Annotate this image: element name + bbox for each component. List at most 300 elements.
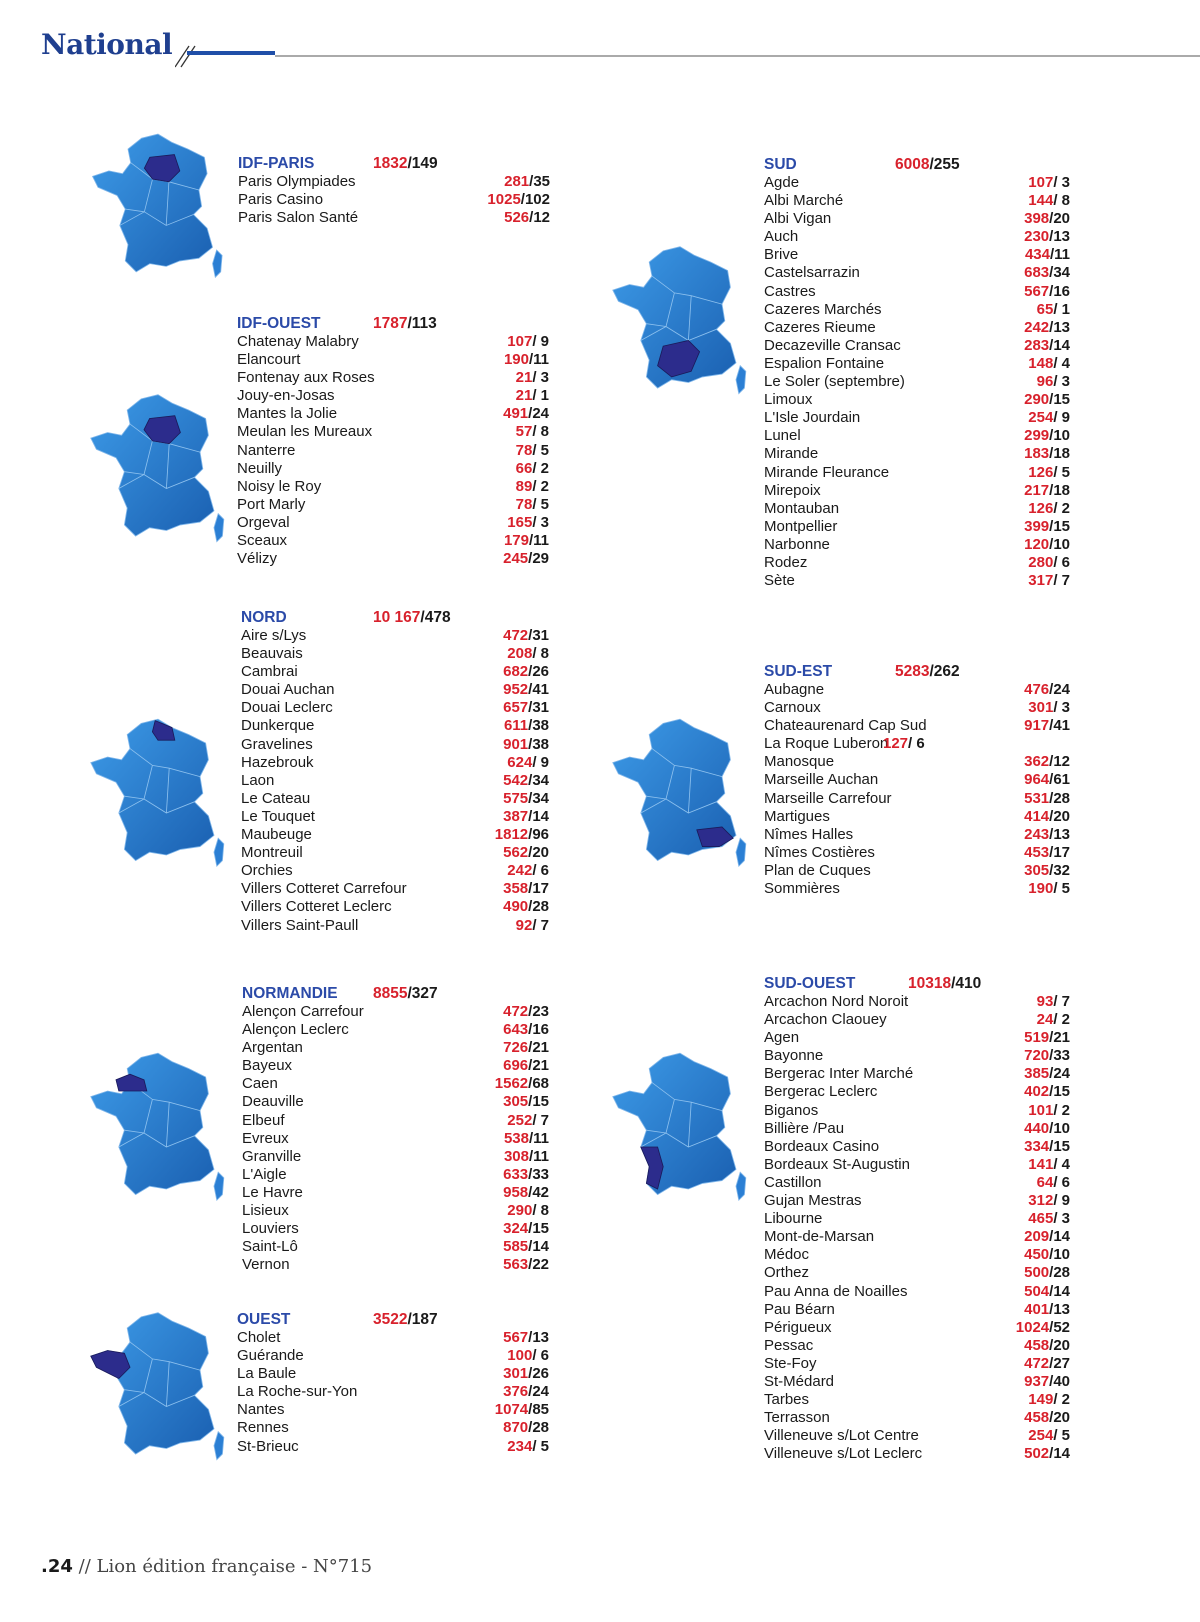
city-name: Vernon [242,1256,290,1274]
value-members: 15 [1053,517,1070,535]
region-name: OUEST [237,1311,291,1328]
value-clubs: 120 [1024,535,1050,553]
city-name: Castelsarrazin [764,264,860,282]
value-slash: / [528,1075,533,1093]
value-clubs: 567 [503,1329,529,1346]
city-name: Nîmes Costières [764,843,875,861]
value-members: 96 [532,826,549,844]
value-slash: / [528,699,533,717]
value-clubs: 301 [1028,699,1054,717]
value-slash: / [528,1147,534,1165]
value-members: 15 [1053,1137,1070,1155]
value-members: 11 [533,1129,549,1147]
row-value [507,514,549,531]
city-name: Maubeuge [241,826,312,844]
total-members: 255 [933,156,960,173]
city-name: Meulan les Mureaux [237,423,373,441]
city-name: Marseille Auchan [764,771,879,789]
value-slash: / [528,663,533,681]
value-clubs: 458 [1024,1409,1050,1427]
value-members: 2 [536,459,549,477]
value-members: 2 [1057,499,1070,517]
row-value [1028,1427,1070,1444]
value-members: 20 [1053,1409,1070,1427]
city-name: Nanterre [237,441,296,459]
value-clubs: 126 [1028,499,1054,517]
row-value [1024,1047,1070,1064]
region-header [242,985,438,1003]
row-value [1024,862,1070,879]
value-members: 17 [1053,843,1070,861]
value-slash: / [528,844,533,862]
value-clubs: 870 [503,1419,529,1437]
value-clubs: 190 [1028,880,1054,898]
row-value [504,1148,549,1165]
row-value [1037,373,1070,390]
value-members: 21 [532,1039,549,1057]
value-members: 3 [1057,373,1070,391]
row-value [1024,771,1070,788]
city-name: Argentan [242,1039,303,1057]
value-clubs: 465 [1028,1210,1054,1228]
region-header [241,609,451,627]
value-clubs: 624 [507,753,533,771]
city-name: Fontenay aux Roses [237,369,375,387]
value-members: 68 [532,1075,549,1093]
value-slash: / [528,735,533,753]
value-members: 20 [1053,807,1070,825]
city-name: La Baule [237,1365,297,1383]
value-clubs: 1025 [487,191,521,209]
city-name: Paris Olympiades [238,173,356,190]
value-clubs: 141 [1028,1155,1054,1173]
value-members: 14 [532,1238,549,1256]
region-name: IDF-OUEST [237,315,321,332]
row-value [503,1365,549,1382]
value-clubs: 334 [1024,1137,1050,1155]
value-members: 28 [532,1419,549,1437]
value-members: 7 [536,916,549,934]
region-name: SUD [764,156,797,173]
value-members: 14 [1053,1445,1070,1463]
value-clubs: 64 [1036,1173,1054,1191]
row-value [1037,301,1070,318]
city-name: Castillon [764,1173,822,1191]
row-value [516,496,549,513]
value-clubs: 149 [1028,1391,1054,1409]
value-clubs: 500 [1024,1264,1050,1282]
region-header [237,1311,438,1329]
row-value [1024,482,1070,499]
row-value [1028,409,1070,426]
value-members: 33 [532,1165,549,1183]
region-name: NORD [241,609,287,626]
row-value [507,862,549,879]
total-clubs: 8855 [373,985,408,1002]
row-value [1024,536,1070,553]
value-slash: / [1049,1119,1054,1137]
row-value [503,1003,549,1020]
row-value [1037,993,1070,1010]
row-value [503,808,549,825]
value-slash: / [1049,1372,1054,1390]
row-value [1024,427,1070,444]
value-members: 3 [536,369,549,387]
row-value [507,754,549,771]
value-clubs: 1074 [494,1401,529,1419]
value-clubs: 519 [1024,1029,1050,1047]
city-name: Alençon Leclerc [242,1021,349,1039]
row-value [503,1329,549,1346]
value-clubs: 243 [1024,825,1050,843]
value-members: 6 [912,735,925,753]
city-name: Cambrai [241,663,298,681]
value-clubs: 683 [1024,264,1050,282]
row-value [503,1166,549,1183]
region-total [895,663,960,681]
city-name: Mantes la Jolie [237,405,338,423]
value-slash: / [528,1021,533,1039]
value-members: 13 [1053,228,1070,246]
city-name: Villers Cotteret Leclerc [241,898,392,916]
city-name: Auch [764,228,799,246]
value-clubs: 434 [1024,246,1050,264]
city-name: Albi Marché [764,192,844,210]
france-map-idf-ouest [88,390,228,545]
total-clubs: 3522 [373,1311,408,1328]
value-slash: / [1049,445,1054,463]
value-members: 20 [1053,210,1070,228]
city-name: Albi Vigan [764,210,832,228]
city-name: Cazeres Marchés [764,300,882,318]
value-members: 20 [532,844,549,862]
value-slash: / [528,1183,533,1201]
value-clubs: 252 [507,1111,533,1129]
row-value [503,898,549,915]
value-slash: / [528,1329,533,1346]
row-value [1024,1264,1070,1281]
value-members: 102 [524,191,550,209]
value-slash: / [1049,825,1054,843]
city-name: Marseille Carrefour [764,789,892,807]
value-members: 22 [532,1256,549,1274]
city-name: Noisy le Roy [237,477,322,495]
value-slash: / [1049,807,1054,825]
city-name: Elancourt [237,351,301,369]
total-slash: / [420,609,425,626]
value-clubs: 1562 [494,1075,529,1093]
value-members: 34 [532,789,549,807]
city-name: Bayeux [242,1057,293,1075]
value-slash: / [1049,1246,1054,1264]
value-slash: / [1049,717,1054,735]
city-name: Caen [242,1075,278,1093]
city-name: Mont-de-Marsan [764,1228,875,1246]
total-members: 410 [955,975,982,992]
value-members: 11 [533,351,549,369]
value-slash: / [1049,789,1054,807]
value-clubs: 398 [1024,210,1050,228]
row-value [1024,1029,1070,1046]
row-value [1028,1391,1070,1408]
value-slash: / [1049,1409,1054,1427]
value-members: 1 [1057,300,1070,318]
value-slash: / [528,405,533,423]
row-value [1024,790,1070,807]
city-name: Castres [764,282,816,300]
value-members: 28 [1053,1264,1070,1282]
value-members: 14 [1053,1228,1070,1246]
city-name: Cholet [237,1329,281,1346]
value-clubs: 401 [1024,1300,1050,1318]
value-clubs: 1812 [494,826,529,844]
value-members: 14 [1053,1282,1070,1300]
value-members: 15 [1053,1083,1070,1101]
region-header [238,155,438,173]
value-slash: / [532,423,537,441]
value-slash: / [532,495,537,513]
value-slash: / [1053,1173,1058,1191]
row-value [1037,1011,1070,1028]
value-members: 3 [1057,699,1070,717]
value-slash: / [1049,753,1054,771]
value-clubs: 472 [503,1003,529,1020]
value-members: 3 [1057,174,1070,191]
city-name: Sceaux [237,532,288,550]
value-clubs: 148 [1028,354,1054,372]
value-members: 85 [532,1401,549,1419]
city-name: Biganos [764,1101,819,1119]
france-map-idf-paris [88,130,228,280]
value-slash: / [1049,1228,1054,1246]
city-name: Bayonne [764,1047,824,1065]
value-members: 41 [1053,717,1070,735]
row-value [503,772,549,789]
value-members: 2 [536,477,549,495]
city-name: Nîmes Halles [764,825,854,843]
value-members: 26 [532,663,549,681]
value-clubs: 958 [503,1183,529,1201]
value-clubs: 720 [1024,1047,1050,1065]
row-value [507,645,549,662]
value-members: 20 [1053,1336,1070,1354]
city-name: Guérande [237,1347,304,1365]
value-members: 14 [532,807,549,825]
row-value [516,478,549,495]
value-members: 10 [1053,1119,1070,1137]
row-value [495,1401,549,1418]
value-clubs: 376 [503,1383,529,1401]
value-members: 13 [1053,825,1070,843]
city-name: Brive [764,246,799,264]
value-slash: / [1053,192,1058,210]
value-members: 40 [1053,1372,1070,1390]
value-slash: / [532,369,537,387]
row-value [1024,1409,1070,1426]
value-slash: / [528,898,533,916]
value-clubs: 93 [1036,993,1054,1010]
row-value [503,1093,549,1110]
total-clubs: 1832 [373,155,408,172]
page-number: .24 [41,1556,73,1577]
value-members: 13 [1053,318,1070,336]
row-value [516,387,549,404]
value-clubs: 542 [503,771,529,789]
row-value [1024,445,1070,462]
region-total [373,1311,438,1329]
value-clubs: 301 [503,1365,529,1383]
row-value [1028,500,1070,517]
city-name: Le Havre [242,1183,303,1201]
city-name: Pau Anna de Noailles [764,1282,908,1300]
row-value [516,442,549,459]
value-slash: / [528,771,533,789]
row-value [516,369,549,386]
value-members: 34 [1053,264,1070,282]
city-name: Montpellier [764,517,838,535]
value-clubs: 299 [1024,427,1050,445]
value-members: 5 [536,1437,549,1455]
city-name: Hazebrouk [241,753,314,771]
row-value [1024,518,1070,535]
value-slash: / [1053,373,1058,391]
value-members: 7 [1057,572,1070,590]
row-value [503,736,549,753]
city-name: Decazeville Cransac [764,336,901,354]
value-clubs: 242 [507,862,533,880]
value-slash: / [1049,771,1054,789]
row-value [1024,1373,1070,1390]
value-clubs: 24 [1036,1011,1054,1029]
value-members: 15 [532,1093,549,1111]
city-name: Médoc [764,1246,810,1264]
city-name: Gravelines [241,735,313,753]
value-clubs: 917 [1024,717,1050,735]
city-name: Narbonne [764,535,830,553]
value-slash: / [1049,282,1054,300]
city-name: Aubagne [764,681,825,698]
row-value [503,627,549,644]
value-slash: / [1049,517,1054,535]
value-members: 5 [1057,880,1070,898]
row-value [503,1419,549,1436]
value-slash: / [528,880,533,898]
city-name: Mirande [764,445,819,463]
row-value [1024,1228,1070,1245]
value-slash: / [532,477,537,495]
value-clubs: 657 [503,699,529,717]
city-name: Le Touquet [241,807,315,825]
total-members: 478 [424,609,451,626]
row-value [503,681,549,698]
value-slash: / [528,1401,533,1419]
row-value [1024,319,1070,336]
value-members: 27 [1053,1354,1070,1372]
value-clubs: 362 [1024,753,1050,771]
value-clubs: 726 [503,1039,529,1057]
value-members: 52 [1053,1318,1070,1336]
value-slash: / [1053,354,1058,372]
value-slash: / [528,1003,533,1020]
value-slash: / [528,789,533,807]
city-name: Espalion Fontaine [764,354,885,372]
value-members: 15 [1053,391,1070,409]
value-members: 7 [536,1111,549,1129]
value-members: 38 [532,735,549,753]
row-value [1024,1301,1070,1318]
row-value [1024,808,1070,825]
value-members: 9 [1057,1192,1070,1210]
row-value [1024,844,1070,861]
value-slash: / [1049,391,1054,409]
row-value [1028,572,1070,589]
value-members: 15 [532,1220,549,1238]
row-value [503,1383,549,1400]
value-slash: / [532,916,537,934]
total-members: 262 [933,663,960,680]
value-members: 21 [1053,1029,1070,1047]
value-slash: / [528,1238,533,1256]
city-name: Limoux [764,391,813,409]
france-map-sud-ouest [610,1046,750,1206]
value-slash: / [528,681,533,699]
value-slash: / [1053,1101,1058,1119]
total-slash: / [929,156,934,173]
value-clubs: 217 [1024,481,1050,499]
city-name: Douai Leclerc [241,699,333,717]
value-clubs: 964 [1024,771,1050,789]
value-clubs: 254 [1028,409,1054,427]
value-clubs: 402 [1024,1083,1050,1101]
value-slash: / [528,532,534,550]
city-name: Billière /Pau [764,1119,845,1137]
value-clubs: 611 [503,717,529,735]
total-clubs: 1787 [373,315,408,332]
value-clubs: 209 [1024,1228,1050,1246]
city-name: Vélizy [237,550,278,568]
row-value [1028,554,1070,571]
total-members: 187 [411,1311,438,1328]
row-value [504,532,549,549]
value-slash: / [528,1365,533,1383]
value-slash: / [528,1165,533,1183]
value-clubs: 190 [503,351,529,369]
region-header [764,975,982,993]
value-members: 6 [536,1347,549,1365]
value-slash: / [532,333,537,350]
value-clubs: 317 [1028,572,1054,590]
city-name: Cazeres Rieume [764,318,876,336]
value-slash: / [1053,1155,1058,1173]
value-clubs: 234 [507,1437,533,1455]
value-slash: / [1053,553,1058,571]
row-value [516,460,549,477]
value-members: 41 [532,681,549,699]
value-members: 9 [536,753,549,771]
value-members: 8 [536,1202,549,1220]
city-name: Martigues [764,807,830,825]
total-clubs: 5283 [895,663,930,680]
value-members: 12 [533,209,550,227]
total-slash: / [407,155,412,172]
value-clubs: 385 [1024,1065,1050,1083]
value-clubs: 387 [503,807,529,825]
value-members: 26 [532,1365,549,1383]
city-name: Lunel [764,427,801,445]
value-members: 18 [1053,445,1070,463]
value-clubs: 476 [1024,681,1050,698]
value-members: 24 [532,1383,549,1401]
